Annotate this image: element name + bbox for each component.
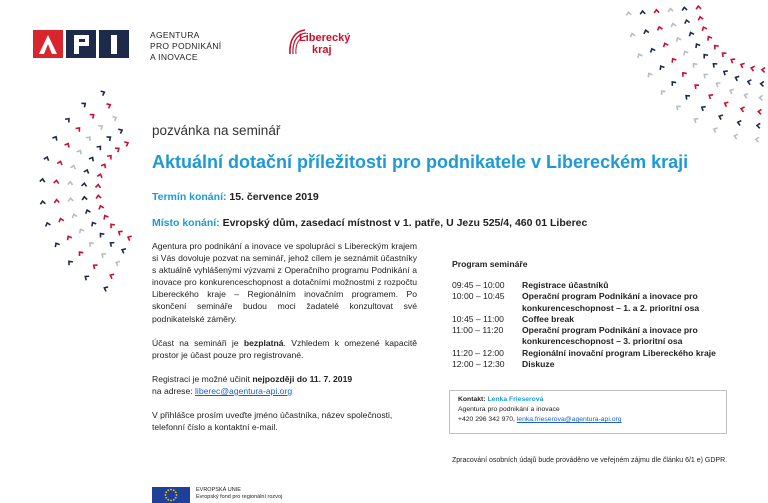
chevron-mark [713,44,719,50]
date-value: 15. července 2019 [226,191,319,203]
contact-name: Lenka Frieserová [487,396,544,403]
chevron-mark [121,248,126,254]
program-time: 10:00 – 10:45 [452,291,505,302]
api-logo [33,30,129,58]
eu-star [165,491,167,493]
chevron-mark [701,105,706,111]
program-time: 11:00 – 11:20 [452,325,504,336]
eu-star [165,497,167,499]
contact-org: Agentura pro podnikání a inovace [458,406,560,413]
chevron-mark [103,214,109,219]
chevron-mark [57,161,63,165]
chevron-mark [78,250,84,256]
chevron-mark [650,48,656,53]
date-line [152,191,319,203]
contact-name-line [458,395,718,405]
chevron-mark [81,102,86,108]
chevron-mark [724,101,729,107]
chevron-mark [737,120,741,126]
chevron-mark [713,127,718,133]
chevron-mark [84,274,89,280]
program-item-cont: konkurenceschopnost – 3. prioritní osa [522,336,683,347]
org-line-1: AGENTURA [150,30,200,40]
place-value: Evropský dům, zasedací místnost v 1. patře, U Jezu 525/4, 460 01 Liberec [219,217,588,229]
chevron-mark [66,235,72,240]
chevron-mark [671,57,677,62]
application-info-paragraph: V přihlášce prosím uveďte jméno účastníka, název společnosti, telefonní číslo a kontaktní e-mail. [152,410,393,433]
chevron-mark [103,286,108,292]
api-org-name [150,30,221,63]
eu-star [173,489,175,491]
chevron-mark [109,223,115,229]
chevron-mark [84,169,90,173]
eu-star [167,499,169,501]
program-row [452,348,722,359]
program-time: 12:00 – 12:30 [452,359,505,370]
chevron-mark [115,260,120,266]
chevron-mark [712,62,718,68]
registration-email-link[interactable]: liberec@agentura-api.org [195,385,293,396]
chevron-mark [675,37,681,42]
chevron-mark [65,142,71,147]
chevron-mark [759,95,762,100]
program-row [452,314,722,325]
chevron-mark [40,179,45,182]
reg-text-a: Registraci je možné učinit [152,373,253,384]
org-line-2: PRO PODNIKÁNÍ [150,41,222,51]
chevron-mark [740,62,745,68]
contact-email-link[interactable]: lenka.frieserova@agentura-api.org [516,416,622,423]
chevron-mark [721,51,727,57]
chevron-mark [703,73,709,79]
chevron-mark [97,145,103,151]
gdpr-note: Zpracování osobních údajů bude prováděno ve veřejném zájmu dle článku 6/1 e) GDPR. [452,457,728,464]
chevron-mark [112,115,117,121]
chevron-mark [758,109,761,114]
chevron-mark [735,75,740,81]
chevron-mark [756,137,759,142]
eu-star [176,494,178,496]
program-row [452,359,722,370]
eu-star [167,489,169,491]
program-time: 11:20 – 12:00 [452,347,504,358]
chevron-mark [659,65,665,70]
program-item: Diskuze [522,359,555,370]
eu-star [170,489,172,491]
eu-star [175,497,177,499]
chevron-mark [101,90,106,96]
chevron-mark [698,16,704,20]
chevron-mark [54,242,60,247]
chevron-mark [701,26,707,31]
chevron-mark [637,53,643,58]
chevron-mark [730,57,735,63]
chevron-mark [762,67,765,72]
chevron-mark [109,241,114,247]
place-label: Místo konání: [152,217,220,229]
chevron-mark [68,182,73,185]
chevron-mark [65,117,71,123]
chevron-mark [95,184,100,187]
program-item: Registrace účastníků [522,280,609,290]
program-row [452,280,722,291]
chevron-mark [723,69,728,75]
contact-label: Kontakt: [458,396,488,403]
chevron-mark [682,7,687,10]
chevron-mark [71,165,77,169]
chevron-mark [654,10,659,13]
chevron-mark [626,12,631,15]
region-logo-line-1: Liberecký [299,32,351,44]
chevron-mark [45,222,51,226]
eu-star [165,494,167,496]
chevron-mark [98,124,103,130]
seminar-title: Aktuální dotační příležitosti pro podnikatele v Libereckém kraji [152,152,689,172]
chevron-mark [741,106,745,112]
liberecky-kraj-logo [287,28,372,56]
contact-box [449,390,727,434]
program-time: 09:45 – 10:00 [452,280,505,290]
chevron-mark [101,163,107,168]
program-item: Regionální inovační program Libereckého kraje [522,347,716,358]
chevron-mark [107,135,112,141]
chevron-mark [747,79,751,85]
chevron-mark [706,35,712,40]
eu-flag-icon [152,487,190,503]
program-heading: Program semináře [452,259,528,269]
program-row [452,291,722,302]
chevron-mark [729,88,734,94]
eu-star [173,499,175,501]
chevron-mark [101,252,106,258]
program-row-cont [452,303,722,314]
chevron-mark [715,81,720,87]
api-logo-i-icon [99,30,129,58]
invite-subtitle: pozvánka na seminář [152,123,281,138]
chevron-mark [681,71,687,77]
chevron-mark [693,117,698,123]
program-item: Coffee break [522,313,575,324]
chevron-mark [751,66,755,72]
chevron-mark [694,83,700,89]
chevron-mark [757,123,760,128]
chevron-mark [98,205,104,209]
chevron-mark [657,26,663,30]
chevron-mark [708,93,713,99]
chevron-mark [124,141,129,147]
chevron-mark [88,241,94,247]
chevron-mark [702,53,708,59]
chevron-mark [85,209,91,213]
chevron-mark [682,50,688,55]
program-item-cont: konkurenceschopnost – 1. a 2. prioritní osa [522,302,700,313]
chevron-mark [68,198,73,201]
program-time: 10:45 – 11:00 [452,313,504,324]
chevron-mark [640,11,645,14]
chevron-mark [630,33,636,37]
chevron-mark [97,173,103,177]
chevron-mark [694,43,700,48]
eu-line-1: EVROPSKÁ UNIE [196,487,241,493]
chevron-mark [90,221,96,226]
chevron-mark [106,103,111,109]
chevron-mark [118,128,123,134]
eu-star [170,500,172,502]
chevron-mark [668,8,673,11]
chevron-mark [684,94,690,100]
chevron-mark [760,81,763,86]
program-item: Operační program Podnikání a inovace pro [522,291,698,302]
chevron-mark [647,72,653,77]
chevron-mark [744,93,748,99]
eu-line-2: Evropský fond pro regionální rozvoj [196,494,283,500]
place-line [152,217,587,229]
chevron-mark [115,146,120,152]
chevron-mark [77,149,83,154]
chevron-mark [692,62,698,68]
chevron-mark [109,273,114,279]
chevron-mark [688,32,694,37]
chevron-mark [86,135,92,141]
eu-footer-text [196,487,282,501]
chevron-mark [696,6,701,9]
chevron-mark [675,104,681,110]
chevron-mark [718,114,723,120]
free-text-a: Účast na semináři je [152,337,244,348]
registration-paragraph [152,373,417,397]
chevron-mark [54,180,59,183]
chevron-mark [78,228,84,233]
chevron-mark [40,201,45,204]
chevron-mark [82,197,87,200]
chevron-mark [89,156,95,161]
chevron-mark [71,214,77,218]
api-logo-p-icon [66,30,96,58]
free-participation-paragraph [152,337,417,361]
program-list [452,280,722,370]
chevron-mark [99,232,105,238]
chevron-mark [54,199,59,202]
eu-star [175,491,177,493]
chevron-mark [52,136,58,141]
chevron-mark [58,218,64,222]
contact-phone-line [458,415,718,425]
region-logo-line-2: kraj [312,44,332,56]
chevron-mark [662,42,668,47]
chevron-mark [96,195,101,198]
contact-phone: +420 296 342 970, [458,416,517,423]
program-item: Operační program Podnikání a inovace pro [522,325,698,336]
chevron-mark [670,80,676,86]
chevron-mark [82,183,87,186]
chevron-mark [643,30,649,34]
chevron-mark [117,230,122,236]
chevron-mark [90,113,95,119]
free-text-c: . Vzhledem k omezené kapacitě prostor je účast pouze pro registrované. [152,337,417,360]
chevron-mark [92,263,97,269]
chevron-mark [44,156,50,160]
program-row-cont [452,336,722,347]
chevron-mark [67,260,73,266]
reg-deadline: nejpozději do 11. 7. 2019 [252,373,353,384]
chevron-mark [660,89,666,95]
invitation-body [152,240,417,445]
chevron-mark [76,126,82,132]
free-text-b: bezplatná [243,337,284,348]
chevron-mark [107,154,113,160]
chevron-mark [127,235,132,241]
reg-text-c: na adrese: [152,385,195,396]
chevron-mark [670,23,676,27]
org-line-3: A INOVACE [150,52,198,62]
date-label: Termín konání: [152,191,227,203]
intro-paragraph: Agentura pro podnikání a inovace ve spolupráci s Libereckým krajem si Vás dovoluje pozvat na seminář, jehož cílem je seznámit účastníky s aktuálně vyhlášenými výzvami z Operačního programu Podnikání a inovace pro konkurenceschopnost a dotačními možnostmi z rozpočtu Libereckého kraje – Regionálním inovačním programem. Po skončení semináře budou moci žadatelé konzultovat své podnikatelské záměry. [152,241,417,324]
chevron-mark [684,20,690,24]
api-logo-a-icon [33,30,63,58]
chevron-mark [734,133,738,139]
program-row [452,325,722,336]
